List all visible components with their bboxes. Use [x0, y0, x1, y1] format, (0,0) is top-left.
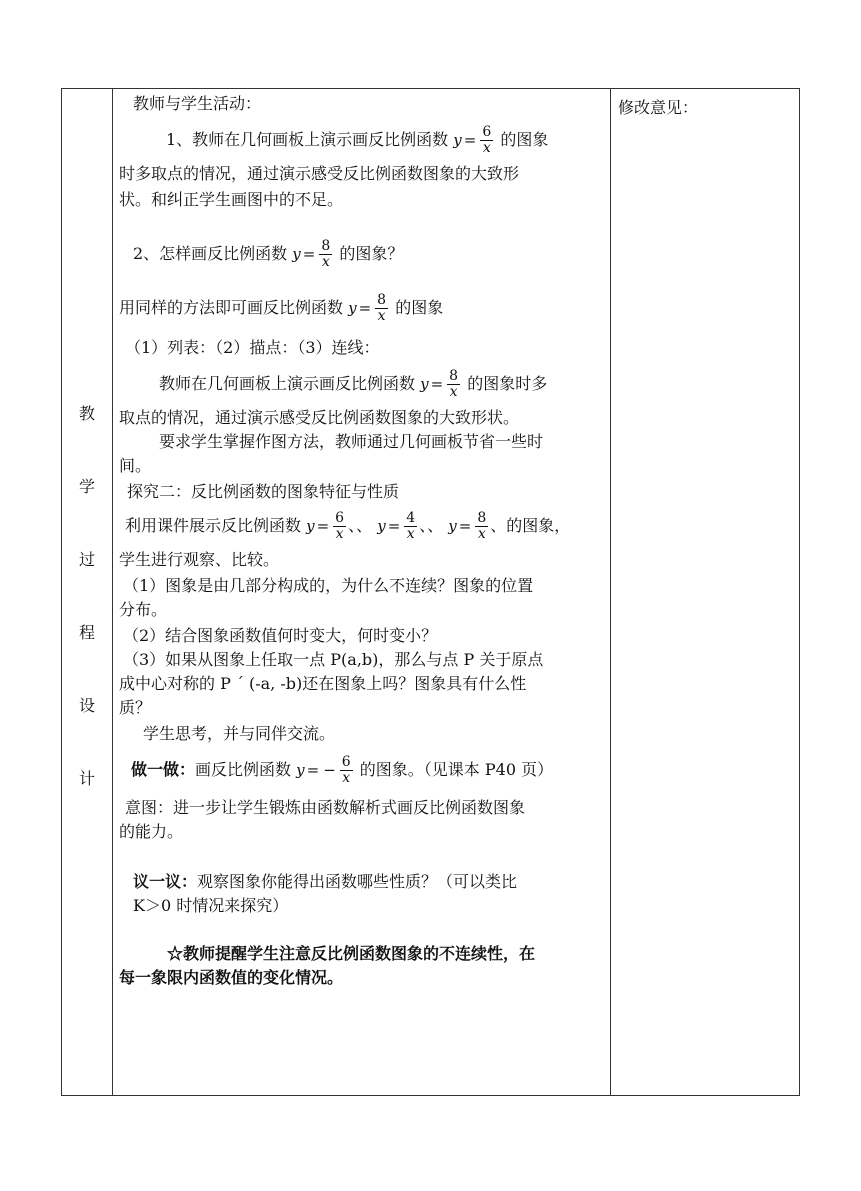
fraction-denominator: x — [321, 254, 330, 270]
math-equals: = — [430, 375, 444, 393]
fraction-denominator: x — [335, 526, 344, 542]
fraction-denominator: x — [477, 526, 486, 542]
question-line: 成中心对称的 P ´ (-a, -b)还在图象上吗？图象具有什么性 — [119, 674, 527, 693]
question-line: 分布。 — [119, 600, 168, 619]
remark-heading: 修改意见： — [618, 98, 699, 117]
math-equals: = — [458, 517, 472, 535]
math-var-y: y — [306, 517, 315, 535]
paragraph-line: 时多取点的情况，通过演示感受反比例函数图象的大致形 — [119, 164, 520, 183]
lesson-table — [61, 88, 800, 1096]
fraction — [340, 755, 353, 786]
question-line: （2）结合图象函数值何时变大，何时变小？ — [123, 626, 438, 645]
paragraph-line — [119, 293, 443, 324]
math-equals: = — [358, 299, 372, 317]
paragraph-line: 学生思考，并与同伴交流。 — [143, 724, 336, 743]
math-minus: − — [323, 761, 336, 779]
text: 2、怎样画反比例函数 — [133, 244, 288, 263]
fraction-numerator: 6 — [341, 754, 351, 770]
text: 1、教师在几何画板上演示画反比例函数 — [166, 130, 449, 149]
math-equals: = — [463, 131, 477, 149]
text: 观察图象你能得出函数哪些性质？（可以类比 — [197, 872, 518, 891]
activity-heading: 教师与学生活动： — [133, 94, 262, 113]
text: 利用课件展示反比例函数 — [125, 516, 302, 535]
discuss-label: 议一议： — [133, 872, 198, 891]
question-line: （1）图象是由几部分构成的，为什么不连续？图象的位置 — [123, 576, 534, 595]
paragraph-line — [125, 511, 570, 542]
math-var-y: y — [377, 517, 386, 535]
paragraph-line: 状。和纠正学生画图中的不足。 — [119, 190, 344, 209]
paragraph-line: 意图：进一步让学生锻炼由函数解析式画反比例函数图象 — [125, 798, 526, 817]
paragraph-line: K＞0 时情况来探究） — [133, 896, 289, 915]
fraction-denominator: x — [342, 770, 351, 786]
fraction — [333, 511, 346, 542]
text: 的图象时多 — [467, 374, 548, 393]
text: 、的图象， — [490, 516, 571, 535]
steps-line: （1）列表：（2）描点：（3）连线： — [125, 338, 380, 357]
math-equals: = — [306, 761, 320, 779]
text: 的图象 — [395, 298, 444, 317]
fraction-denominator: x — [406, 526, 415, 542]
math-equals: = — [387, 517, 401, 535]
doit-label: 做一做： — [131, 760, 196, 779]
column-divider-right — [610, 89, 611, 1095]
side-label-char: 程 — [78, 623, 95, 642]
paragraph-line: 间。 — [119, 456, 152, 475]
fraction-numerator: 8 — [377, 292, 387, 308]
paragraph-line: 学生进行观察、比较。 — [119, 550, 280, 569]
paragraph-line: 的能力。 — [119, 822, 184, 841]
text: 的图象 — [500, 130, 549, 149]
question-line: （3）如果从图象上任取一点 P(a,b)，那么与点 P 关于原点 — [123, 650, 544, 669]
fraction-denominator: x — [377, 308, 386, 324]
fraction-denominator: x — [449, 384, 458, 400]
fraction — [447, 369, 460, 400]
side-label-char: 设 — [78, 696, 95, 715]
fraction — [480, 125, 493, 156]
text: 画反比例函数 — [195, 760, 292, 779]
math-var-y: y — [296, 761, 305, 779]
fraction-denominator: x — [482, 140, 491, 156]
paragraph-line: 要求学生掌握作图方法，教师通过几何画板节省一些时 — [159, 432, 544, 451]
fraction — [375, 293, 388, 324]
math-equals: = — [302, 245, 316, 263]
reminder-line: ☆教师提醒学生注意反比例函数图象的不连续性，在 — [167, 944, 536, 963]
question-line: 质？ — [119, 698, 152, 717]
question-line — [133, 239, 403, 270]
paragraph-line — [159, 369, 547, 400]
side-label-char: 教 — [78, 404, 95, 423]
fraction — [319, 239, 332, 270]
paragraph-line — [166, 125, 548, 156]
text: 的图象？ — [339, 244, 404, 263]
section-heading: 探究二：反比例函数的图象特征与性质 — [127, 482, 400, 501]
text: 、、 — [419, 516, 444, 535]
side-label-char: 计 — [78, 769, 95, 788]
math-var-y: y — [453, 131, 462, 149]
math-var-y: y — [448, 517, 457, 535]
reminder-line: 每一象限内函数值的变化情况。 — [119, 968, 344, 987]
discuss-line — [133, 869, 517, 895]
paragraph-line: 取点的情况，通过演示感受反比例函数图象的大致形状。 — [119, 408, 520, 427]
fraction-numerator: 4 — [406, 510, 416, 526]
column-divider-left — [112, 89, 113, 1095]
fraction-numerator: 6 — [335, 510, 345, 526]
fraction-numerator: 6 — [482, 124, 492, 140]
math-var-y: y — [292, 245, 301, 263]
math-var-y: y — [348, 299, 357, 317]
fraction — [475, 511, 488, 542]
doit-line — [131, 755, 553, 786]
fraction-numerator: 8 — [477, 510, 487, 526]
text: 、、 — [348, 516, 373, 535]
fraction — [404, 511, 417, 542]
text: 的图象。（见课本 P40 页） — [359, 760, 554, 779]
math-var-y: y — [420, 375, 429, 393]
side-label-char: 过 — [78, 550, 95, 569]
math-equals: = — [316, 517, 330, 535]
fraction-numerator: 8 — [449, 368, 459, 384]
text: 教师在几何画板上演示画反比例函数 — [159, 374, 416, 393]
text: 用同样的方法即可画反比例函数 — [119, 298, 344, 317]
side-label-char: 学 — [78, 477, 95, 496]
fraction-numerator: 8 — [321, 238, 331, 254]
